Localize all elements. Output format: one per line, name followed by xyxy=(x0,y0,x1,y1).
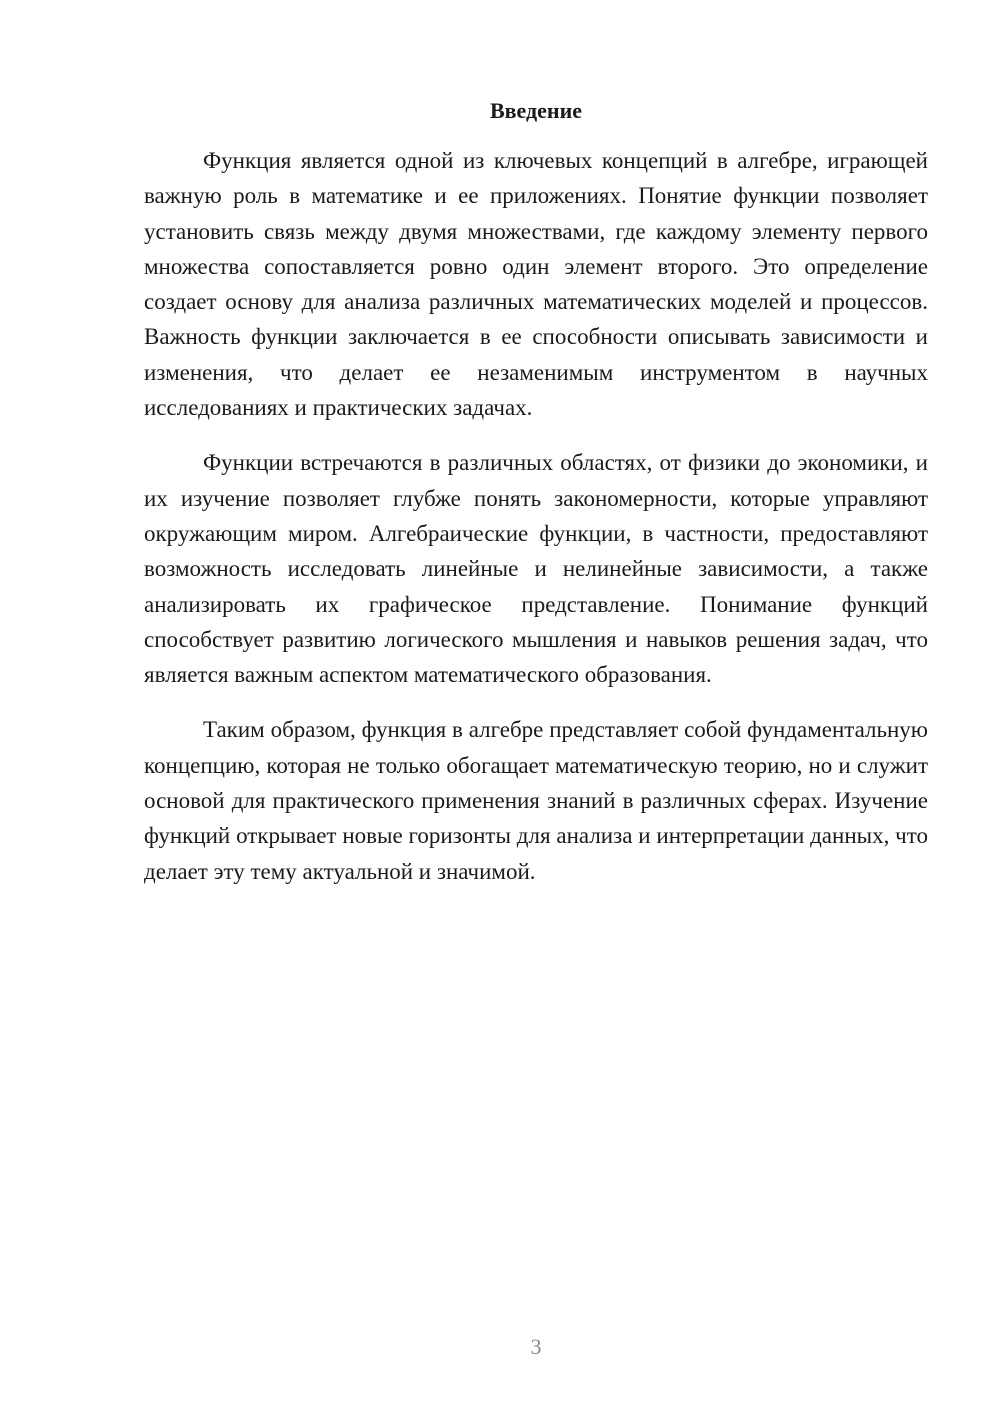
paragraph-2: Функции встречаются в различных областях, от физики до экономики, и их изучение позволяет глубже понять закономерности, которые управляют окружающим миром. Алгебраические функции, в частности, предоставляют возможность исследовать линейные и нелинейные зависимости, а также анализировать их графическое представление. Понимание функций способствует развитию логического мышления и навыков решения задач, что является важным аспектом математического образования. xyxy=(144,450,928,688)
section-title: Введение xyxy=(489,98,583,123)
paragraph-3: Таким образом, функция в алгебре представляет собой фундаментальную концепцию, которая не только обогащает математическую теорию, но и служит основой для практического применения знаний в различных сферах. Изучение функций открывает новые горизонты для анализа и интерпретации данных, что делает эту тему актуальной и значимой. xyxy=(144,717,928,884)
page-number: 3 xyxy=(530,1334,542,1359)
paragraph-1: Функция является одной из ключевых концепций в алгебре, играющей важную роль в математике и ее приложениях. Понятие функции позволяет установить связь между двумя множествами, где каждому элементу первого множества сопоставляется ровно один элемент второго. Это определение создает основу для анализа различных математических моделей и процессов. Важность функции заключается в ее способности описывать зависимости и изменения, что делает ее незаменимым инструментом в научных исследованиях и практических задачах. xyxy=(144,148,928,421)
body-text xyxy=(144,143,928,909)
